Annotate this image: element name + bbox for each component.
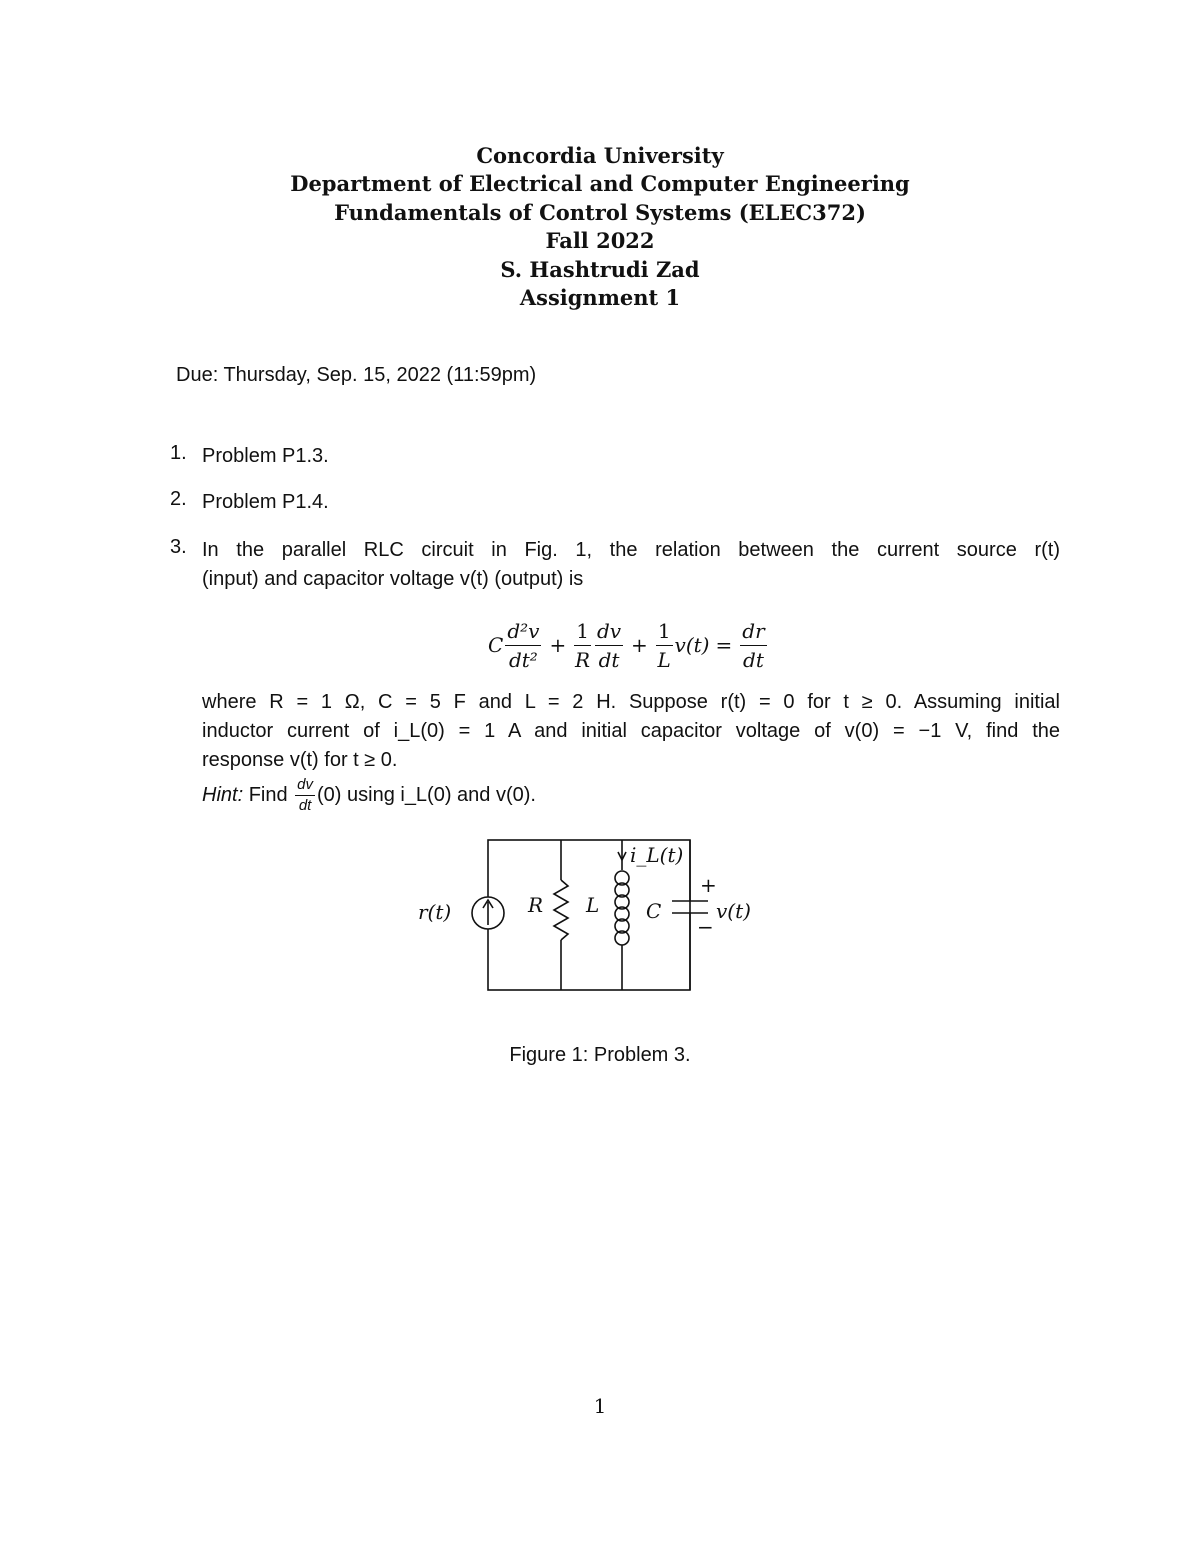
problem3-intro-line1: In the parallel RLC circuit in Fig. 1, the relation between the current source r(t) <box>202 539 1060 561</box>
instructor: S. Hashtrudi Zad <box>500 256 700 282</box>
hint-rest: (0) using i_L(0) and v(0). <box>317 783 536 806</box>
course-title: Fundamentals of Control Systems (ELEC372) <box>334 199 866 225</box>
eq-equals: = <box>715 633 733 657</box>
department-name: Department of Electrical and Computer Engineering <box>290 171 910 197</box>
eq-num: 1 <box>574 619 591 646</box>
problem3-conditions <box>170 688 1060 814</box>
item-number: 2. <box>170 488 187 510</box>
eq-frac-dv-dt <box>595 619 623 672</box>
inductor-label: L <box>586 893 600 917</box>
eq-den: dt² <box>508 647 538 672</box>
conditions-line2: inductor current of i_L(0) = 1 A and initial capacitor voltage of v(0) = −1 V, find the <box>202 720 1060 742</box>
eq-frac-1-l <box>656 619 673 672</box>
problem3-intro-line2: (input) and capacitor voltage v(t) (output) is <box>202 568 584 590</box>
eq-plus: + <box>549 633 567 657</box>
eq-frac-d2v-dt2 <box>505 619 541 672</box>
figure-caption: Figure 1: Problem 3. <box>509 1044 691 1066</box>
resistor-label: R <box>528 893 544 917</box>
eq-num: dr <box>740 619 766 646</box>
source-label: r(t) <box>418 900 452 924</box>
hint <box>202 777 1060 814</box>
item-text: Problem P1.3. <box>202 445 329 467</box>
eq-den: dt <box>598 647 620 672</box>
document-header <box>0 142 1200 312</box>
conditions-line1: where R = 1 Ω, C = 5 F and L = 2 H. Suppose r(t) = 0 for t ≥ 0. Assuming initial <box>202 691 1060 713</box>
eq-num: 1 <box>656 619 673 646</box>
item-number: 3. <box>170 536 187 558</box>
item-text: Problem P1.4. <box>202 491 329 513</box>
hint-den: dt <box>298 797 312 814</box>
resistor-symbol <box>554 880 568 940</box>
item-number: 1. <box>170 442 187 464</box>
inductor-current-label: i_L(t) <box>630 843 684 867</box>
eq-num: dv <box>595 619 623 646</box>
eq-plus: + <box>631 633 648 657</box>
assignment-title: Assignment 1 <box>519 285 681 311</box>
conditions-line3: response v(t) for t ≥ 0. <box>202 749 398 771</box>
problem-item-2 <box>170 488 1060 517</box>
problem-item-1 <box>170 442 1060 471</box>
eq-frac-1-r <box>574 619 591 672</box>
page-number: 1 <box>593 1394 607 1418</box>
university-name: Concordia University <box>476 143 724 168</box>
due-date: Due: Thursday, Sep. 15, 2022 (11:59pm) <box>176 364 537 386</box>
inductor-symbol <box>615 871 629 945</box>
rlc-circuit-diagram <box>410 834 770 998</box>
capacitor-label: C <box>646 899 662 923</box>
plus-sign: + <box>700 873 717 897</box>
capacitor-voltage-label: v(t) <box>716 899 751 923</box>
term: Fall 2022 <box>545 228 655 254</box>
hint-find: Find <box>248 783 288 806</box>
eq-vt: v(t) <box>674 633 710 657</box>
eq-c: C <box>488 633 504 657</box>
eq-den: R <box>575 647 591 672</box>
hint-label: Hint: <box>202 783 244 806</box>
eq-num: d²v <box>505 619 541 646</box>
eq-den: L <box>657 647 671 672</box>
problem-item-3 <box>170 536 1060 594</box>
minus-sign: − <box>697 915 714 939</box>
hint-frac-dv-dt <box>295 777 315 814</box>
eq-frac-dr-dt <box>740 619 766 672</box>
eq-den: dt <box>743 647 764 672</box>
differential-equation <box>488 614 769 676</box>
hint-num: dv <box>295 777 315 796</box>
